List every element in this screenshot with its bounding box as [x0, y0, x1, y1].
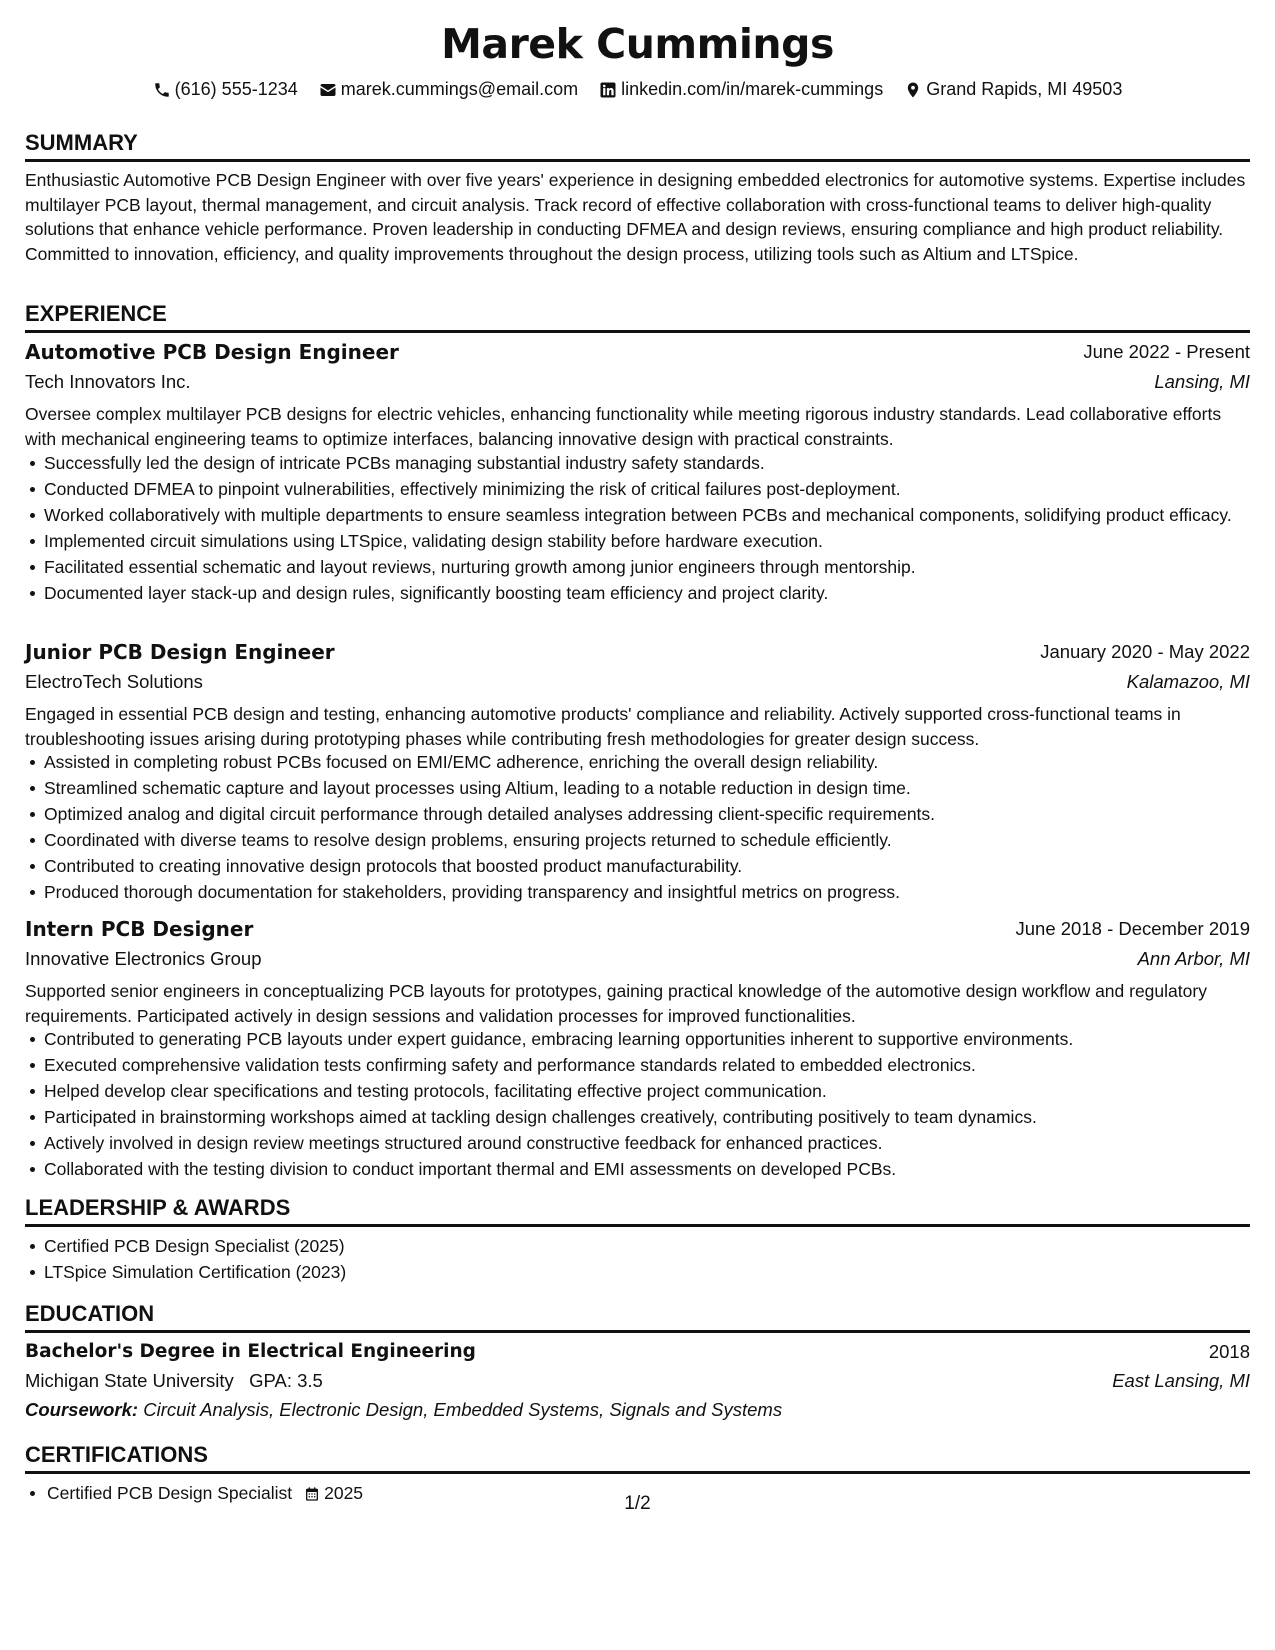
contact-phone — [153, 79, 298, 100]
degree-title: Bachelor's Degree in Electrical Engineering — [25, 1341, 476, 1362]
summary-heading: SUMMARY — [25, 130, 138, 155]
school-line — [25, 1370, 323, 1392]
list-item: Implemented circuit simulations using LTSpice, validating design stability before hardware execution. — [44, 529, 1269, 553]
phone-icon — [153, 81, 171, 99]
list-item: Contributed to generating PCB layouts under expert guidance, embracing learning opportunities inherent to supportive environments. — [44, 1027, 1269, 1051]
school-name: Michigan State University — [25, 1370, 234, 1391]
job-location: Kalamazoo, MI — [1126, 671, 1250, 692]
list-item: Produced thorough documentation for stakeholders, providing transparency and insightful metrics on progress. — [44, 880, 1269, 904]
gpa: GPA: 3.5 — [249, 1370, 323, 1391]
list-item: Facilitated essential schematic and layout reviews, nurturing growth among junior engineers through mentorship. — [44, 555, 1269, 579]
job-company: Tech Innovators Inc. — [25, 371, 191, 392]
page-number: 1/2 — [624, 1493, 651, 1514]
phone-text: (616) 555-1234 — [174, 79, 298, 99]
job-location: Lansing, MI — [1154, 371, 1250, 392]
coursework — [25, 1399, 782, 1421]
job-bullets — [25, 750, 1269, 906]
certification-year: 2025 — [324, 1483, 364, 1503]
leadership-list — [25, 1234, 1269, 1286]
list-item: Streamlined schematic capture and layout processes using Altium, leading to a notable reduction in design time. — [44, 776, 1269, 800]
list-item: Documented layer stack-up and design rules, significantly boosting team efficiency and project clarity. — [44, 581, 1269, 605]
job-dates: June 2018 - December 2019 — [1015, 918, 1250, 939]
map-pin-icon — [904, 81, 922, 99]
list-item: Participated in brainstorming workshops aimed at tackling design challenges creatively, contributing positively to team dynamics. — [44, 1105, 1269, 1129]
experience-heading: EXPERIENCE — [25, 301, 167, 326]
coursework-label: Coursework: — [25, 1399, 139, 1420]
contact-email[interactable] — [319, 79, 578, 100]
summary-divider — [25, 159, 1250, 162]
candidate-name: Marek Cummings — [441, 20, 834, 68]
linkedin-icon — [599, 81, 617, 99]
job-bullets — [25, 451, 1269, 607]
email-text: marek.cummings@email.com — [340, 79, 579, 99]
job-description: Engaged in essential PCB design and testing, enhancing automotive products' compliance and reliability. Actively supported cross-functional teams in troubleshooting issues arising during prototyping phases while contributing fresh methodologies for greater design success. — [25, 704, 1181, 749]
job-title: Junior PCB Design Engineer — [25, 640, 335, 664]
contact-bar — [0, 79, 1275, 104]
summary-text: Enthusiastic Automotive PCB Design Engineer with over five years' experience in designing embedded electronics for automotive systems. Expertise includes multilayer PCB layout, thermal management, and circuit analysis. Track record of effective collaboration with cross-functional teams to deliver high-quality solutions that enhance vehicle performance. Proven leadership in conducting DFMEA and design reviews, ensuring compliance and high product reliability. Committed to innovation, efficiency, and quality improvements throughout the design process, utilizing tools such as Altium and LTSpice. — [25, 170, 1246, 264]
experience-divider — [25, 330, 1250, 333]
linkedin-text: linkedin.com/in/marek-cummings — [621, 79, 884, 99]
certification-name: Certified PCB Design Specialist — [47, 1483, 293, 1503]
list-item: Successfully led the design of intricate PCBs managing substantial industry safety standards. — [44, 451, 1269, 475]
list-item: Contributed to creating innovative design protocols that boosted product manufacturability. — [44, 854, 1269, 878]
job-title: Automotive PCB Design Engineer — [25, 340, 399, 364]
contact-location — [904, 79, 1122, 100]
job-dates: January 2020 - May 2022 — [1040, 641, 1250, 662]
list-item: Optimized analog and digital circuit performance through detailed analyses addressing client-specific requirements. — [44, 802, 1269, 826]
job-company: Innovative Electronics Group — [25, 948, 262, 969]
list-item: Executed comprehensive validation tests confirming safety and performance standards related to embedded electronics. — [44, 1053, 1269, 1077]
list-item: Collaborated with the testing division to conduct important thermal and EMI assessments on developed PCBs. — [44, 1157, 1269, 1181]
envelope-icon — [319, 81, 337, 99]
list-item: LTSpice Simulation Certification (2023) — [44, 1260, 1269, 1284]
certifications-divider — [25, 1471, 1250, 1474]
school-location: East Lansing, MI — [1112, 1370, 1250, 1391]
list-item: Certified PCB Design Specialist (2025) — [44, 1234, 1269, 1258]
list-item: Helped develop clear specifications and testing protocols, facilitating effective project communication. — [44, 1079, 1269, 1103]
list-item: Worked collaboratively with multiple departments to ensure seamless integration between PCBs and mechanical components, solidifying product efficacy. — [44, 503, 1269, 527]
education-heading: EDUCATION — [25, 1301, 155, 1326]
job-location: Ann Arbor, MI — [1137, 948, 1250, 969]
certifications-heading: CERTIFICATIONS — [25, 1442, 208, 1467]
job-company: ElectroTech Solutions — [25, 671, 203, 692]
job-description: Oversee complex multilayer PCB designs for electric vehicles, enhancing functionality while meeting rigorous industry standards. Lead collaborative efforts with mechanical engineering teams to optimize interfaces, balancing innovative design with practical constraints. — [25, 404, 1222, 449]
leadership-heading: LEADERSHIP & AWARDS — [25, 1195, 291, 1220]
graduation-year: 2018 — [1208, 1341, 1250, 1362]
leadership-divider — [25, 1224, 1250, 1227]
location-text: Grand Rapids, MI 49503 — [926, 79, 1123, 99]
job-bullets — [25, 1027, 1269, 1183]
job-dates: June 2022 - Present — [1083, 341, 1250, 362]
list-item: Actively involved in design review meetings structured around constructive feedback for enhanced practices. — [44, 1131, 1269, 1155]
job-description: Supported senior engineers in conceptualizing PCB layouts for prototypes, gaining practical knowledge of the automotive design workflow and regulatory requirements. Participated actively in design sessions and validation processes for improved functionalities. — [25, 981, 1207, 1026]
list-item: Assisted in completing robust PCBs focused on EMI/EMC adherence, enriching the overall design reliability. — [44, 750, 1269, 774]
education-divider — [25, 1330, 1250, 1333]
coursework-list: Circuit Analysis, Electronic Design, Embedded Systems, Signals and Systems — [143, 1399, 783, 1420]
job-title: Intern PCB Designer — [25, 917, 254, 941]
list-item: Coordinated with diverse teams to resolve design problems, ensuring projects returned to schedule efficiently. — [44, 828, 1269, 852]
list-item: Conducted DFMEA to pinpoint vulnerabilities, effectively minimizing the risk of critical failures post-deployment. — [44, 477, 1269, 501]
contact-linkedin[interactable] — [599, 79, 883, 100]
